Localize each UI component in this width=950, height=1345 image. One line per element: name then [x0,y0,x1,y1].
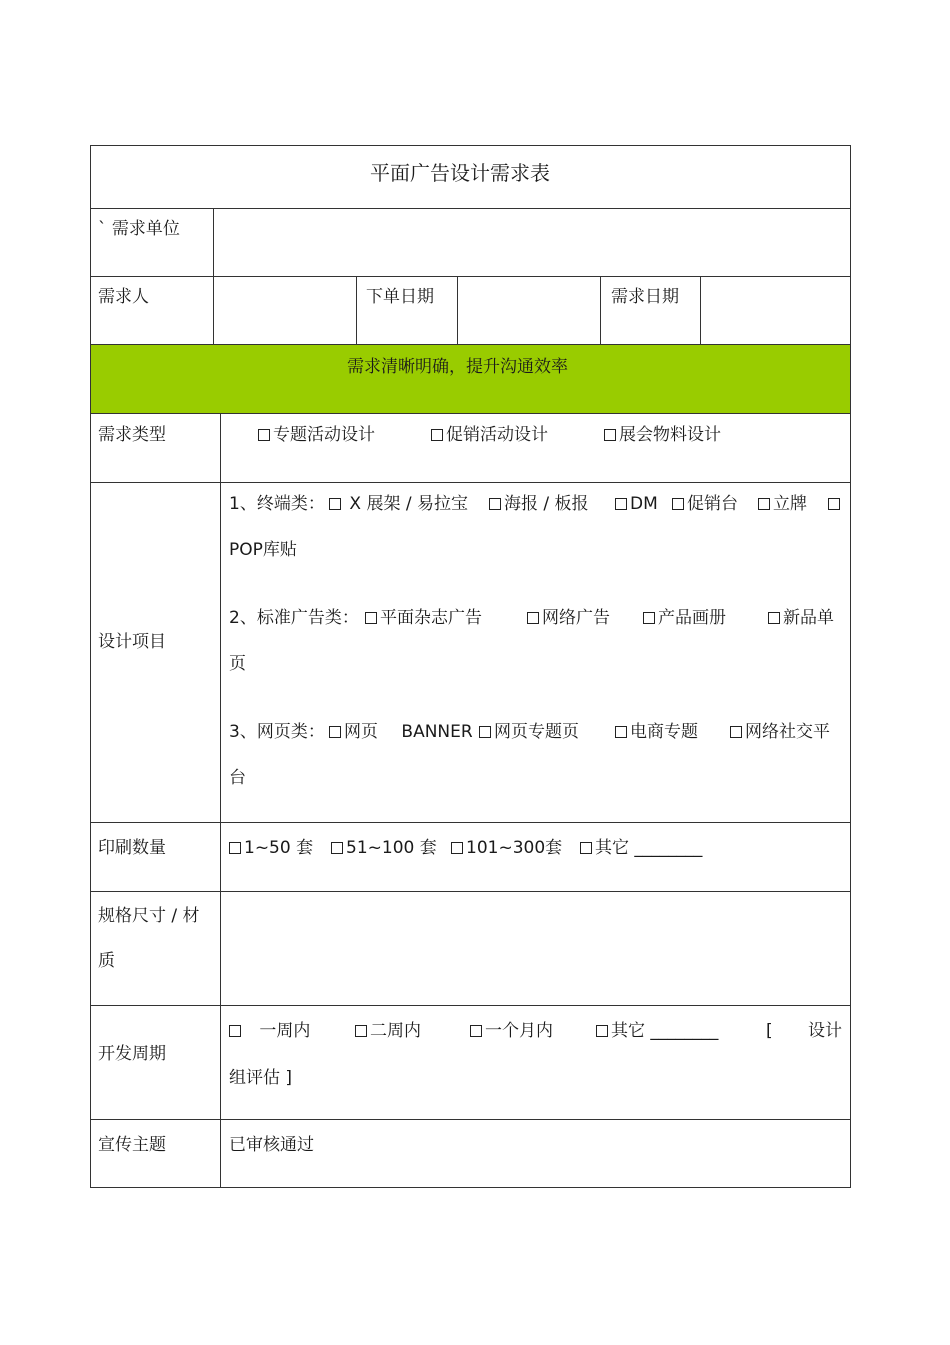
row-divider [90,822,851,823]
order-date-field[interactable] [458,277,600,344]
checkbox-icon [580,842,592,854]
checkbox-icon [331,842,343,854]
checkbox-icon [758,498,770,510]
checkbox-icon [604,429,616,441]
design-option[interactable] [730,722,830,742]
checkbox-icon [258,429,270,441]
period-option[interactable] [470,1021,553,1041]
design-option[interactable] [489,494,589,514]
design-option-label: 网络广告 [542,608,610,628]
need-date-label: 需求日期 [611,287,679,307]
design-option[interactable] [828,494,843,514]
row-divider [90,344,851,345]
checkbox-icon [615,498,627,510]
design-option-label: 网络社交平 [745,722,830,742]
spec-label-line1: 规格尺寸 / 材 [98,906,200,926]
checkbox-icon [470,1025,482,1037]
design-line3-wrap: 台 [229,768,246,788]
checkbox-icon [329,726,341,738]
design-option-label: DM [630,494,658,514]
checkbox-icon [365,612,377,624]
design-option-label: 平面杂志广告 [380,608,482,628]
checkbox-icon [596,1025,608,1037]
design-option-label: 网页专题页 [494,722,579,742]
checkbox-icon [479,726,491,738]
design-option[interactable] [329,494,468,514]
print-option-label: 其它 ________ [595,838,703,858]
checkbox-icon [828,498,840,510]
design-option-label: 海报 / 板报 [504,494,589,514]
design-option-label: 促销台 [687,494,738,514]
print-option[interactable] [580,838,702,858]
design-option[interactable] [768,608,834,628]
period-option[interactable] [355,1021,421,1041]
checkbox-icon [643,612,655,624]
row-divider [90,1119,851,1120]
period-note-bracket: [ [766,1021,773,1041]
type-label: 需求类型 [98,425,166,445]
unit-field[interactable] [214,209,850,276]
period-option[interactable] [596,1021,718,1041]
print-label: 印刷数量 [98,838,166,858]
unit-label: ` 需求单位 [98,219,180,239]
row-divider [90,413,851,414]
type-option-3[interactable] [604,425,721,445]
period-option-label: 二周内 [370,1021,421,1041]
design-line1-heading: 1、终端类： [229,494,325,514]
period-note-word: 设计 [808,1021,842,1041]
period-note-line2: 组评估 ] [229,1068,293,1088]
col-divider [220,413,221,1188]
design-option-label: 电商专题 [630,722,698,742]
checkbox-icon [672,498,684,510]
checkbox-icon [229,1025,241,1037]
checkbox-icon [527,612,539,624]
design-option-label: 网页 BANNER [344,722,473,742]
checkbox-icon [329,498,341,510]
checkbox-icon [489,498,501,510]
design-option-label: 新品单 [783,608,834,628]
checkbox-icon [451,842,463,854]
design-option[interactable] [527,608,610,628]
period-label: 开发周期 [98,1044,166,1064]
checkbox-icon [431,429,443,441]
spec-field[interactable] [221,892,850,1005]
design-option-label: X 展架 / 易拉宝 [349,494,468,514]
period-option[interactable] [229,1021,310,1041]
type-option-label: 专题活动设计 [273,425,375,445]
row-divider [90,1005,851,1006]
print-option-label: 51~100 套 [346,838,437,858]
row-divider [90,482,851,483]
need-date-field[interactable] [701,277,850,344]
table-border-right [850,145,851,1188]
checkbox-icon [615,726,627,738]
period-option-label: 一个月内 [485,1021,553,1041]
requester-field[interactable] [214,277,356,344]
theme-value: 已审核通过 [229,1135,314,1155]
design-option[interactable] [643,608,726,628]
form-title: 平面广告设计需求表 [370,161,550,185]
table-border-bottom [90,1187,851,1188]
design-option[interactable] [758,494,807,514]
checkbox-icon [355,1025,367,1037]
checkbox-icon [768,612,780,624]
design-option[interactable] [615,722,698,742]
design-option[interactable] [329,722,473,742]
order-date-label: 下单日期 [366,287,434,307]
banner-text: 需求清晰明确，提升沟通效率 [347,357,568,377]
print-option[interactable] [229,838,313,858]
col-divider [600,276,601,345]
print-option[interactable] [451,838,562,858]
requester-label: 需求人 [98,287,149,307]
print-option-label: 1~50 套 [244,838,314,858]
design-option[interactable] [365,608,482,628]
type-option-label: 展会物料设计 [619,425,721,445]
type-option-label: 促销活动设计 [446,425,548,445]
type-option-1[interactable] [258,425,375,445]
period-option-label: 其它 ________ [611,1021,719,1041]
table-border-left [90,145,91,1188]
print-option[interactable] [331,838,437,858]
type-option-2[interactable] [431,425,548,445]
design-option-label: 立牌 [773,494,807,514]
design-line1-wrap: POP库贴 [229,540,297,560]
checkbox-icon [229,842,241,854]
design-option-label: 产品画册 [658,608,726,628]
col-divider [356,276,357,345]
design-option[interactable] [615,494,658,514]
design-line3-heading: 3、网页类： [229,722,325,742]
spec-label-line2: 质 [98,951,115,971]
design-line2-wrap: 页 [229,654,246,674]
print-option-label: 101~300套 [466,838,563,858]
design-label: 设计项目 [98,632,166,652]
banner-row [91,345,850,413]
checkbox-icon [730,726,742,738]
table-border-top [90,145,851,146]
period-option-label: 一周内 [259,1021,311,1041]
design-option[interactable] [672,494,738,514]
theme-label: 宣传主题 [98,1135,166,1155]
design-line2-heading: 2、标准广告类： [229,608,359,628]
design-option[interactable] [479,722,579,742]
